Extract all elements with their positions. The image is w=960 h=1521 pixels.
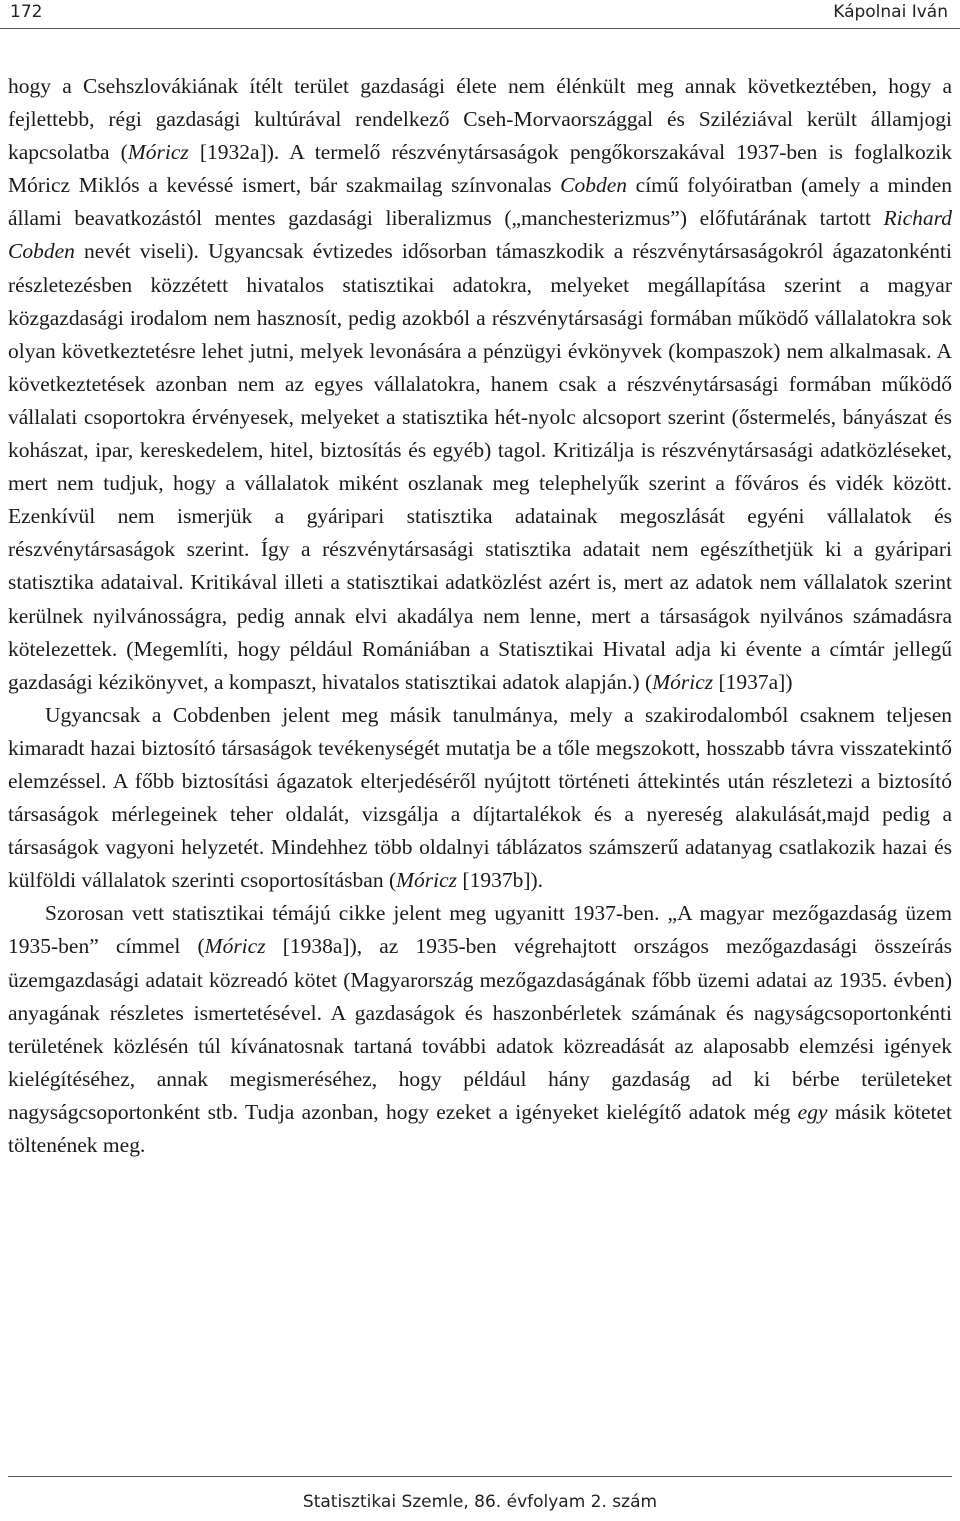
paragraph-segment: hogy a Csehszlovákiának ítélt terület gazdasági élete nem élénkült meg annak következtében, hogy a fejlettebb, régi gazdasági kultúrával rendelkező Cseh-Morvaországgal és Sziléziával került államjogi kapcsolatba ( — [8, 74, 952, 165]
paragraph-segment: [1937a]) — [713, 669, 793, 694]
paragraph-segment: [1932a]). A termelő részvénytársaságok pengőkorszakával 1937-ben is foglalkozik Móricz Miklós a kevéssé ismert, bár szakmailag színvonalas — [8, 140, 952, 198]
emphasis-word: egy — [797, 1099, 828, 1124]
paragraph-segment: [1938a]), az 1935-ben végrehajtott országos mezőgazdasági összeírás üzemgazdasági adatait közreadó kötet (Magyarország mezőgazdaságának főbb üzemi adatai az 1935. évben) anyagának részletes ismertetésével. A gazdaságok és haszonbérletek számának és nagyságcsoportonkénti területének közlésén túl kívánatosnak tartaná további adatok közreadását az alaposabb elemzési igények kielégítéséhez, annak megismeréséhez, hogy például hány gazdaság ad ki bérbe területeket nagyságcsoportonként stb. Tudja azonban, hogy ezeket a igényeket kielégítő adatok még — [8, 934, 953, 1124]
running-header — [10, 0, 948, 24]
paragraph-segment: Szorosan vett statisztikai témájú cikke jelent meg ugyanitt 1937-ben. „A magyar mezőgazdaság üzem 1935-ben” címmel ( — [8, 901, 952, 959]
citation-author: Móricz — [396, 868, 458, 893]
journal-title: Cobden — [560, 173, 628, 198]
paragraph-segment: Ugyancsak a Cobdenben jelent meg másik tanulmánya, mely a szakirodalomból csaknem teljesen kimaradt hazai biztosító társaságok tevékenységét mutatja be a tőle megszokott, hosszabb távra visszatekintő elemzéssel. A főbb biztosítási ágazatok elterjedéséről nyújtott történeti áttekintés után részletezi a biztosító társaságok mérlegeinek teher oldalát, vizsgálja a díjtartalékok és a nyereség alakulását,majd pedig a társaságok vagyoni helyzetét. Mindehhez több oldalnyi táblázatos számszerű adatanyag csatlakozik hazai és külföldi vállalatok szerinti csoportosításban ( — [8, 702, 952, 893]
citation-author: Móricz — [127, 140, 189, 165]
article-body — [8, 70, 952, 1162]
person-name: Richard Cobden — [8, 206, 952, 264]
paragraph-segment: című folyóiratban (amely a minden állami beavatkozástól mentes gazdasági liberalizmus („manchesterizmus”) előfutárának tartott — [8, 173, 952, 231]
citation-author: Móricz — [652, 669, 714, 694]
header-divider — [0, 28, 960, 29]
paragraph-1 — [8, 70, 952, 699]
paragraph-2 — [8, 699, 952, 898]
journal-footer: Statisztikai Szemle, 86. évfolyam 2. szám — [302, 1492, 658, 1512]
page-number: 172 — [10, 2, 43, 22]
paragraph-3 — [8, 897, 952, 1162]
citation-author: Móricz — [204, 934, 266, 959]
footer-divider — [8, 1476, 952, 1477]
paragraph-segment: nevét viseli). Ugyancsak évtizedes idősorban támaszkodik a részvénytársaságokról ágazatonkénti részletezésben közzétett hivatalos statisztikai adatokra, melyeket megállapítása szerint a magyar közgazdasági irodalom nem hasznosít, pedig azokból a részvénytársasági formában működő vállalatokra sok olyan következtetésre lehet jutni, melyek levonására a pénzügyi évkönyvek (kompaszok) nem alkalmasak. A következtetések azonban nem az egyes vállalatokra, hanem csak a részvénytársasági formában működő vállalati csoportokra érvényesek, melyeket a statisztika hét-nyolc alcsoport szerint (őstermelés, bányászat és kohászat, ipar, kereskedelem, hitel, biztosítás és egyéb) tagol. Kritizálja is részvénytársasági adatközléseket, mert nem tudjuk, hogy a vállalatok miként oszlanak meg telephelyűk szerint a főváros és vidék között. Ezenkívül nem ismerjük a gyáripari statisztika adatainak megoszlását egyéni vállalatok és részvénytársaságok szerint. Így a részvénytársasági statisztika adatait nem egészíthetjük ki a gyáripari statisztika adataival. Kritikával illeti a statisztikai adatközlést azért is, mert az adatok nem vállalatok szerint kerülnek nyilvánosságra, pedig annak elvi akadálya nem lenne, mert a társaságok nyilvános számadásra kötelezettek. (Megemlíti, hogy például Romániában a Statisztikai Hivatal adja ki évente a címtár jellegű gazdasági kézikönyvet, a kompaszt, hivatalos statisztikai adatok alapján.) ( — [8, 239, 952, 694]
running-author: Kápolnai Iván — [833, 2, 948, 22]
paragraph-segment: másik kötetet töltenének meg. — [8, 1099, 952, 1157]
paragraph-segment: [1937b]). — [457, 868, 544, 893]
